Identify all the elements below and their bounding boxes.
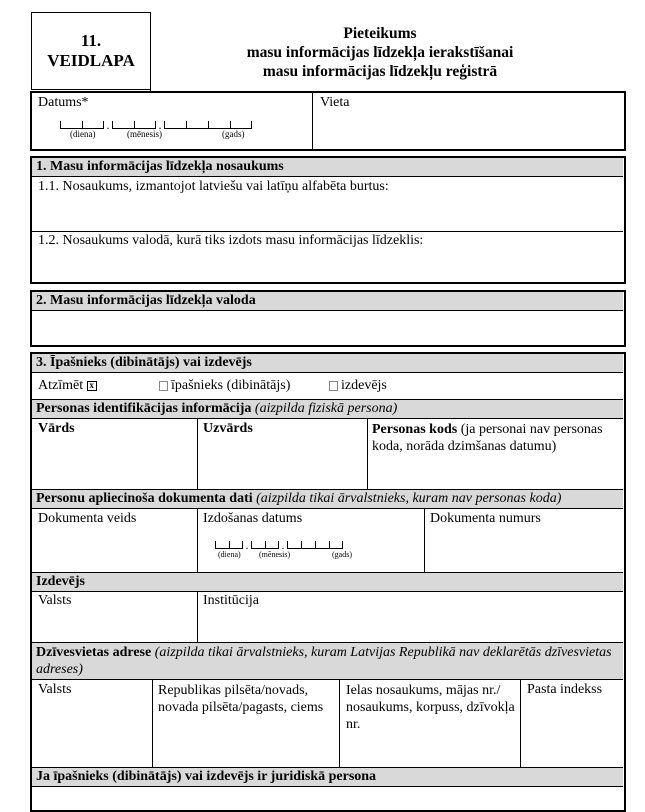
checkbox-icon[interactable]: [159, 381, 168, 391]
day-hint: (diena): [218, 550, 241, 559]
checked-box-icon: x: [87, 381, 97, 391]
street-label: Ielas nosaukums, mājas nr./ nosaukums, korpuss, dzīvokļa nr.: [346, 683, 515, 732]
divider: [150, 12, 151, 92]
document-number-label: Dokumenta numurs: [430, 511, 541, 526]
address-header: Dzīvesvietas adrese (aizpilda tikai ārvalstnieks, kuram Latvijas Republikā nav deklarētās dzīvesvietas adreses): [32, 642, 623, 680]
person-id-header: Personas identifikācijas informācija (aizpilda fiziskā persona): [32, 399, 623, 419]
city-label: Republikas pilsēta/novads, novada pilsēta/pagasts, ciems: [158, 683, 324, 715]
address-country-label: Valsts: [38, 682, 72, 697]
section-3-header: 3. Īpašnieks (dibinātājs) vai izdevējs: [32, 354, 623, 373]
place-label: Vieta: [320, 95, 350, 110]
year-hint: (gads): [222, 129, 245, 139]
first-name-label: Vārds: [38, 421, 75, 436]
issue-date-input[interactable]: . .: [215, 535, 343, 549]
document-type-label: Dokumenta veids: [38, 511, 137, 526]
mark-label: Atzīmēt: [38, 378, 84, 393]
page-title: [160, 24, 600, 81]
option-owner[interactable]: [159, 378, 290, 394]
name-language-label: 1.2. Nosaukums valodā, kurā tiks izdots masu informācijas līdzeklis:: [38, 233, 424, 248]
section-1-header: 1. Masu informācijas līdzekļa nosaukums: [32, 158, 623, 177]
institution-label: Institūcija: [203, 593, 259, 608]
name-latin-label: 1.1. Nosaukums, izmantojot latviešu vai latīņu alfabēta burtus:: [38, 179, 389, 194]
option-publisher-label: izdevējs: [341, 378, 387, 393]
language-field[interactable]: [32, 312, 623, 344]
country-label: Valsts: [38, 593, 72, 608]
option-publisher[interactable]: [329, 378, 387, 394]
last-name-label: Uzvārds: [203, 421, 253, 436]
personal-code-label: Personas kods (ja personai nav personas koda, norāda dzimšanas datumu): [372, 422, 603, 454]
section-1: [30, 156, 626, 284]
month-hint: (mēnesis): [127, 129, 162, 139]
postcode-label: Pasta indekss: [527, 682, 603, 697]
month-hint: (mēnesis): [259, 550, 291, 559]
option-owner-label: īpašnieks (dibinātājs): [171, 378, 291, 393]
day-hint: (diena): [70, 129, 96, 139]
issuer-header: Izdevējs: [32, 572, 623, 592]
date-input[interactable]: . .: [60, 115, 252, 129]
date-label: Datums*: [38, 95, 89, 110]
form-label: VEIDLAPA: [47, 51, 135, 70]
checkbox-icon[interactable]: [329, 381, 338, 391]
title-line-3: masu informācijas līdzekļu reģistrā: [262, 63, 498, 80]
section-2: [30, 290, 626, 347]
section-2-header: 2. Masu informācijas līdzekļa valoda: [32, 292, 623, 311]
issue-date-label: Izdošanas datums: [203, 511, 303, 526]
name-latin-field[interactable]: [32, 198, 623, 230]
date-place-box: [30, 91, 626, 151]
form-number-box: [31, 12, 151, 90]
year-hint: (gads): [332, 550, 352, 559]
form-number: 11.: [80, 31, 102, 50]
name-language-field[interactable]: [32, 251, 623, 281]
title-line-1: Pieteikums: [343, 25, 417, 42]
document-header: Personu apliecinoša dokumenta dati (aizpilda tikai ārvalstnieks, kuram nav personas koda): [32, 489, 623, 509]
section-3: [30, 352, 626, 812]
title-line-2: masu informācijas līdzekļa ierakstīšanai: [246, 44, 514, 61]
legal-entity-header: Ja īpašnieks (dibinātājs) vai izdevējs ir juridiskā persona: [32, 767, 623, 787]
